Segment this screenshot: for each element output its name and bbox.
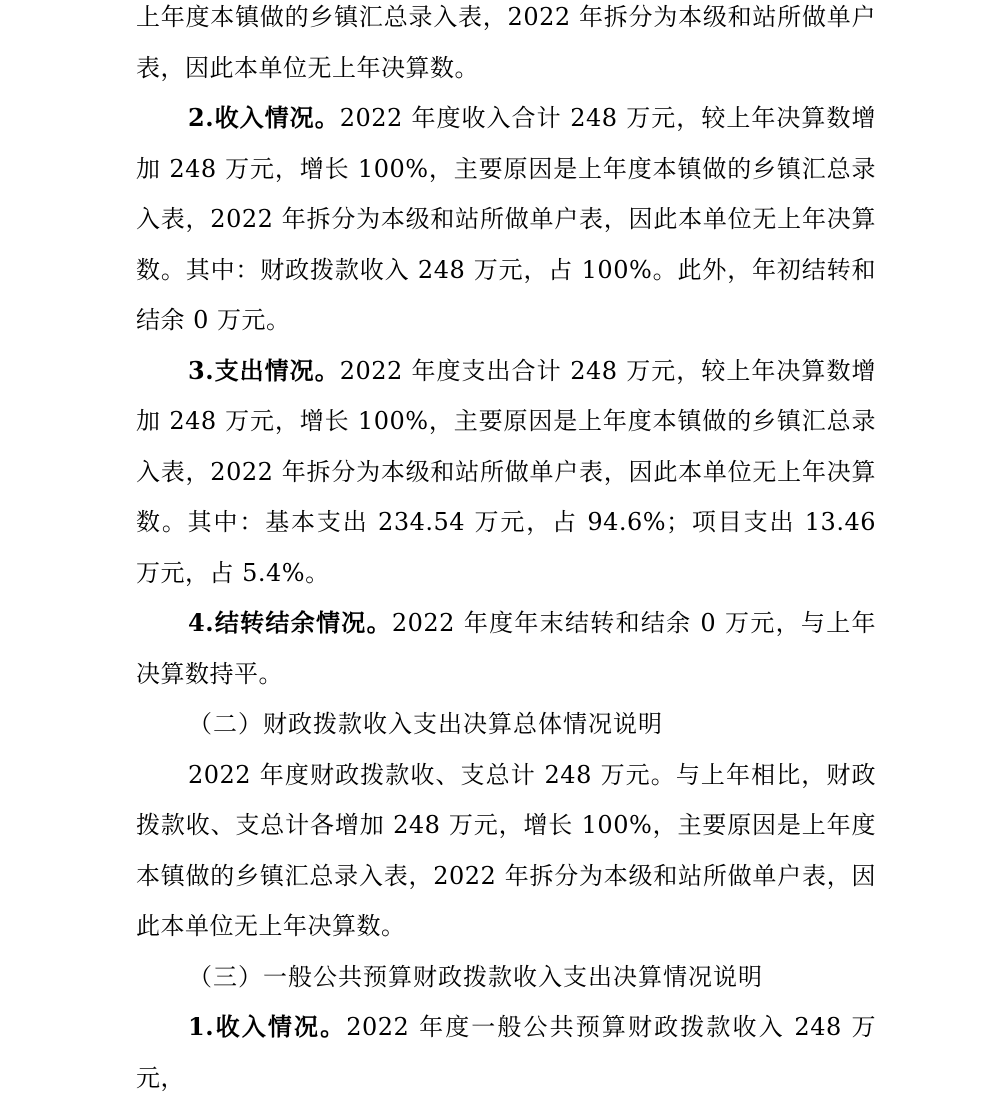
paragraph-fiscal-overview <box>136 750 876 952</box>
section-heading-fiscal-appropriation: （二）财政拨款收入支出决算总体情况说明 <box>188 710 663 738</box>
paragraph-income <box>136 93 876 346</box>
paragraph-carryover <box>136 0 876 93</box>
paragraph-text: 上年度本镇做的乡镇汇总录入表，2022 年拆分为本级和站所做单户表，因此本单位无上年决算数。 <box>136 3 876 82</box>
paragraph-balance <box>136 598 876 699</box>
paragraph-text: 2022 年度支出合计 248 万元，较上年决算数增加 248 万元，增长 100%，主要原因是上年度本镇做的乡镇汇总录入表，2022 年拆分为本级和站所做单户表，因此本单位无上年决算数。其中：基本支出 234.54 万元，占 94.6%；项目支出 13.46 万元，占 5.4%。 <box>136 356 876 587</box>
paragraph-lead: 1.收入情况。 <box>188 1012 347 1041</box>
paragraph-general-income <box>136 1002 876 1103</box>
paragraph-text: 2022 年度收入合计 248 万元，较上年决算数增加 248 万元，增长 100%，主要原因是上年度本镇做的乡镇汇总录入表，2022 年拆分为本级和站所做单户表，因此本单位无上年决算数。其中：财政拨款收入 248 万元，占 100%。此外，年初结转和结余 0 万元。 <box>136 104 876 334</box>
paragraph-lead: 3.支出情况。 <box>188 355 340 385</box>
paragraph-lead: 4.结转结余情况。 <box>188 608 392 637</box>
paragraph-lead: 2.收入情况。 <box>188 103 340 132</box>
paragraph-expenditure <box>136 346 876 599</box>
document-page <box>136 0 876 1103</box>
section-heading-general-budget: （三）一般公共预算财政拨款收入支出决算情况说明 <box>188 962 763 991</box>
paragraph-text: 2022 年度一般公共预算财政拨款收入 248 万元， <box>136 1013 876 1092</box>
paragraph-text: 2022 年度年末结转和结余 0 万元，与上年决算数持平。 <box>136 609 876 688</box>
paragraph-text: 2022 年度财政拨款收、支总计 248 万元。与上年相比，财政拨款收、支总计各增加 248 万元，增长 100%，主要原因是上年度本镇做的乡镇汇总录入表，2022 年拆分为本级和站所做单户表，因此本单位无上年决算数。 <box>136 760 876 940</box>
